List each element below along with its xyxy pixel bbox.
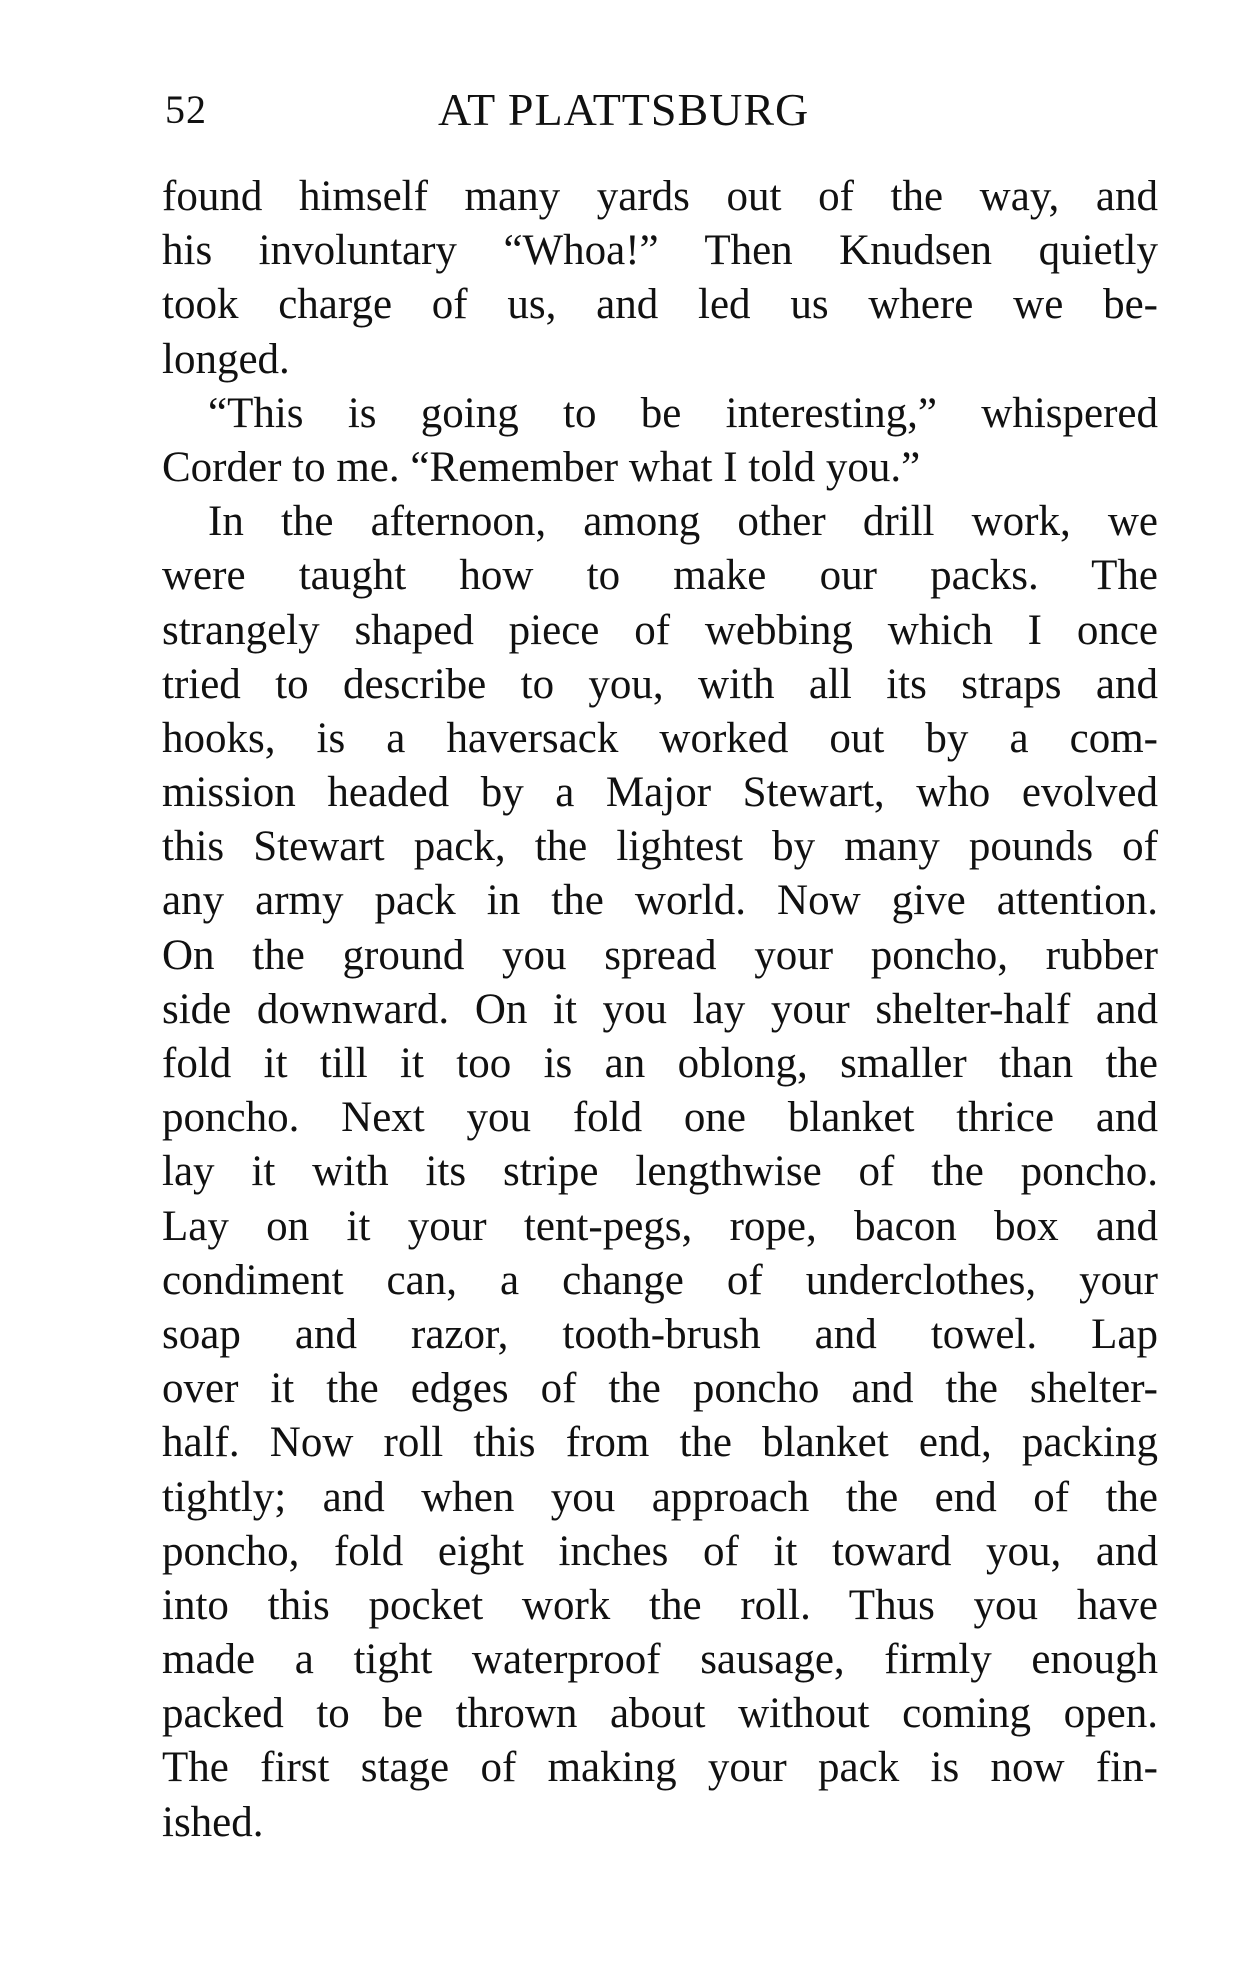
text-line: his involuntary “Whoa!” Then Knudsen quietly <box>162 227 1158 275</box>
text-line: longed. <box>162 335 290 383</box>
text-line: half. Now roll this from the blanket end, packing <box>162 1419 1158 1467</box>
text-line: hooks, is a haversack worked out by a com- <box>162 714 1158 762</box>
text-line: this Stewart pack, the lightest by many pounds of <box>162 823 1158 871</box>
text-line: Corder to me. “Remember what I told you.” <box>162 443 921 491</box>
text-line: poncho, fold eight inches of it toward you, and <box>162 1527 1158 1575</box>
text-line: over it the edges of the poncho and the shelter- <box>162 1365 1158 1413</box>
body-text <box>162 170 1158 1850</box>
text-line: mission headed by a Major Stewart, who evolved <box>162 769 1158 817</box>
text-line: lay it with its stripe lengthwise of the poncho. <box>162 1148 1158 1196</box>
text-line: The first stage of making your pack is now fin- <box>162 1744 1158 1792</box>
text-line: packed to be thrown about without coming open. <box>162 1690 1158 1738</box>
text-line: condiment can, a change of underclothes, your <box>162 1256 1158 1304</box>
text-line: fold it till it too is an oblong, smaller than the <box>162 1040 1158 1087</box>
text-line: took charge of us, and led us where we be- <box>162 281 1158 329</box>
text-line: side downward. On it you lay your shelter-half and <box>162 985 1158 1033</box>
text-line: any army pack in the world. Now give attention. <box>162 877 1158 925</box>
text-line: tightly; and when you approach the end of the <box>162 1473 1158 1521</box>
text-line: soap and razor, tooth-brush and towel. Lap <box>162 1310 1158 1358</box>
running-head: AT PLATTSBURG <box>438 84 810 135</box>
text-line: poncho. Next you fold one blanket thrice and <box>162 1094 1158 1142</box>
text-line: ished. <box>162 1798 264 1846</box>
text-line: tried to describe to you, with all its straps and <box>162 660 1158 708</box>
text-line: made a tight waterproof sausage, firmly enough <box>162 1636 1158 1684</box>
text-line: Lay on it your tent-pegs, rope, bacon box and <box>162 1202 1158 1250</box>
text-line: were taught how to make our packs. The <box>162 552 1158 600</box>
text-line: strangely shaped piece of webbing which I once <box>162 606 1158 654</box>
text-line: found himself many yards out of the way, and <box>162 173 1158 220</box>
page-number: 52 <box>165 87 207 132</box>
text-line: “This is going to be interesting,” whispered <box>208 389 1158 437</box>
text-line: into this pocket work the roll. Thus you have <box>162 1581 1158 1629</box>
text-line: On the ground you spread your poncho, rubber <box>162 931 1158 979</box>
text-line: In the afternoon, among other drill work, we <box>208 498 1158 546</box>
